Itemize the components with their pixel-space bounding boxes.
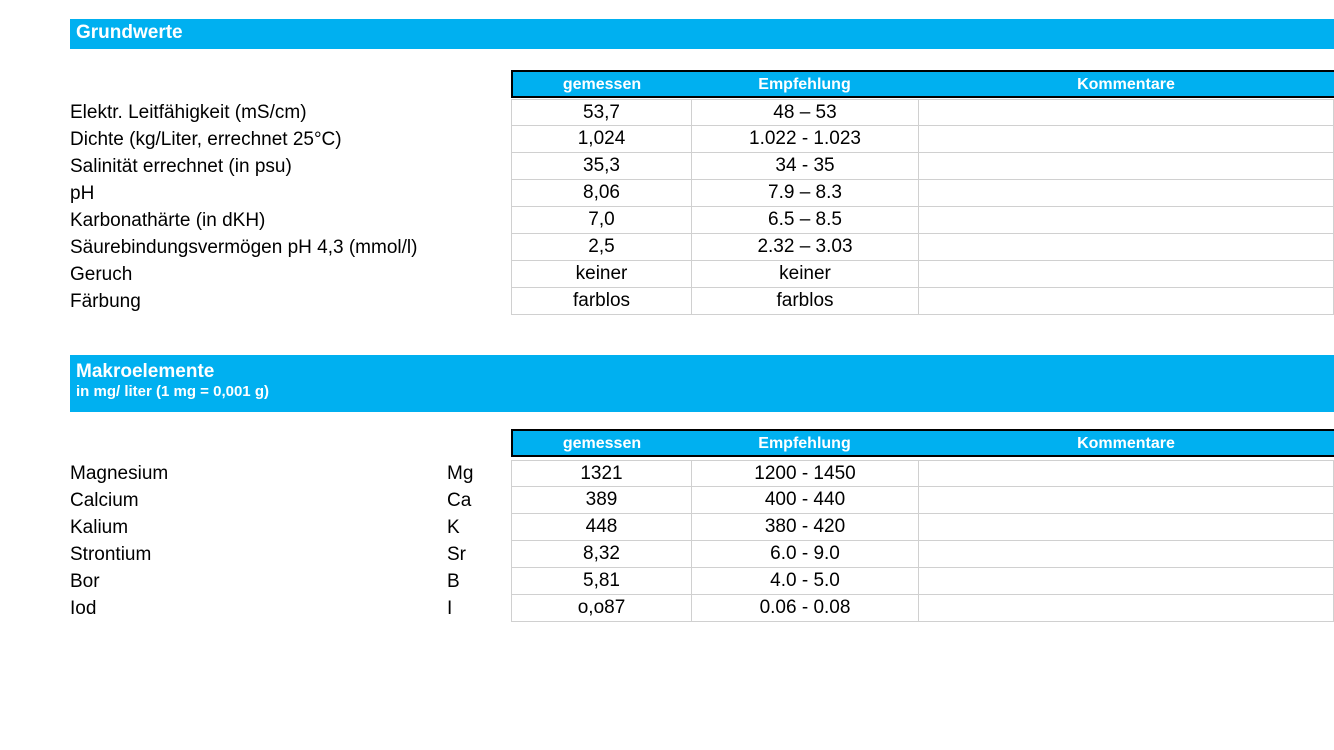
table-header-grundwerte bbox=[511, 70, 1334, 98]
cell-recommendation: 48 – 53 bbox=[691, 99, 918, 126]
cell-comment bbox=[918, 541, 1334, 568]
cell-comment bbox=[918, 126, 1334, 153]
cell-recommendation: 0.06 - 0.08 bbox=[691, 595, 918, 622]
cell-measured: 7,0 bbox=[511, 207, 691, 234]
cell-recommendation: 400 - 440 bbox=[691, 487, 918, 514]
column-header-comments: Kommentare bbox=[1077, 76, 1175, 93]
column-header-measured: gemessen bbox=[562, 76, 642, 93]
section-subtitle: in mg/ liter (1 mg = 0,001 g) bbox=[76, 383, 269, 400]
column-header-comments: Kommentare bbox=[1077, 435, 1175, 452]
table-row bbox=[0, 261, 1334, 288]
row-symbol: B bbox=[447, 571, 460, 592]
cell-comment bbox=[918, 261, 1334, 288]
row-label: Geruch bbox=[70, 264, 133, 285]
cell-measured: 1321 bbox=[511, 460, 691, 487]
table-row bbox=[0, 207, 1334, 234]
row-label: Salinität errechnet (in psu) bbox=[70, 156, 292, 177]
table-row bbox=[0, 234, 1334, 261]
cell-comment bbox=[918, 514, 1334, 541]
row-symbol: Sr bbox=[447, 544, 466, 565]
cell-recommendation: keiner bbox=[691, 261, 918, 288]
cell-measured: 5,81 bbox=[511, 568, 691, 595]
cell-comment bbox=[918, 99, 1334, 126]
row-label: pH bbox=[70, 183, 95, 204]
table-row bbox=[0, 153, 1334, 180]
cell-measured: 53,7 bbox=[511, 99, 691, 126]
cell-measured: 2,5 bbox=[511, 234, 691, 261]
cell-recommendation: 1.022 - 1.023 bbox=[691, 126, 918, 153]
table-row bbox=[0, 541, 1334, 568]
row-label: Kalium bbox=[70, 517, 129, 538]
table-header-makroelemente bbox=[511, 429, 1334, 457]
cell-comment bbox=[918, 595, 1334, 622]
cell-measured: 389 bbox=[511, 487, 691, 514]
row-label: Iod bbox=[70, 598, 97, 619]
column-header-measured: gemessen bbox=[562, 435, 642, 452]
table-row bbox=[0, 568, 1334, 595]
cell-measured: keiner bbox=[511, 261, 691, 288]
row-label: Elektr. Leitfähigkeit (mS/cm) bbox=[70, 102, 307, 123]
cell-measured: 8,32 bbox=[511, 541, 691, 568]
cell-recommendation: 4.0 - 5.0 bbox=[691, 568, 918, 595]
cell-recommendation: 7.9 – 8.3 bbox=[691, 180, 918, 207]
cell-measured: farblos bbox=[511, 288, 691, 315]
row-label: Säurebindungsvermögen pH 4,3 (mmol/l) bbox=[70, 237, 418, 258]
cell-comment bbox=[918, 568, 1334, 595]
row-label: Karbonathärte (in dKH) bbox=[70, 210, 266, 231]
cell-recommendation: farblos bbox=[691, 288, 918, 315]
cell-recommendation: 34 - 35 bbox=[691, 153, 918, 180]
cell-recommendation: 6.0 - 9.0 bbox=[691, 541, 918, 568]
cell-comment bbox=[918, 180, 1334, 207]
row-symbol: Mg bbox=[447, 463, 474, 484]
table-row bbox=[0, 487, 1334, 514]
table-row bbox=[0, 514, 1334, 541]
row-label: Bor bbox=[70, 571, 100, 592]
cell-measured: o,o87 bbox=[511, 595, 691, 622]
column-header-recommendation: Empfehlung bbox=[758, 435, 851, 452]
cell-comment bbox=[918, 288, 1334, 315]
row-label: Färbung bbox=[70, 291, 141, 312]
cell-measured: 8,06 bbox=[511, 180, 691, 207]
cell-recommendation: 1200 - 1450 bbox=[691, 460, 918, 487]
section-title: Grundwerte bbox=[76, 22, 183, 43]
table-row bbox=[0, 288, 1334, 315]
cell-measured: 448 bbox=[511, 514, 691, 541]
cell-comment bbox=[918, 207, 1334, 234]
table-row bbox=[0, 126, 1334, 153]
cell-comment bbox=[918, 234, 1334, 261]
cell-comment bbox=[918, 487, 1334, 514]
cell-comment bbox=[918, 153, 1334, 180]
cell-recommendation: 2.32 – 3.03 bbox=[691, 234, 918, 261]
table-row bbox=[0, 99, 1334, 126]
row-label: Magnesium bbox=[70, 463, 169, 484]
section-title: Makroelemente bbox=[76, 361, 215, 382]
row-label: Strontium bbox=[70, 544, 152, 565]
row-label: Calcium bbox=[70, 490, 139, 511]
row-symbol: I bbox=[447, 598, 453, 619]
cell-measured: 35,3 bbox=[511, 153, 691, 180]
row-symbol: Ca bbox=[447, 490, 472, 511]
section-banner-makroelemente bbox=[70, 355, 1334, 412]
table-row bbox=[0, 460, 1334, 487]
cell-comment bbox=[918, 460, 1334, 487]
cell-recommendation: 380 - 420 bbox=[691, 514, 918, 541]
row-symbol: K bbox=[447, 517, 460, 538]
cell-measured: 1,024 bbox=[511, 126, 691, 153]
table-row bbox=[0, 180, 1334, 207]
column-header-recommendation: Empfehlung bbox=[758, 76, 851, 93]
section-banner-grundwerte bbox=[70, 19, 1334, 49]
table-row bbox=[0, 595, 1334, 622]
row-label: Dichte (kg/Liter, errechnet 25°C) bbox=[70, 129, 342, 150]
cell-recommendation: 6.5 – 8.5 bbox=[691, 207, 918, 234]
